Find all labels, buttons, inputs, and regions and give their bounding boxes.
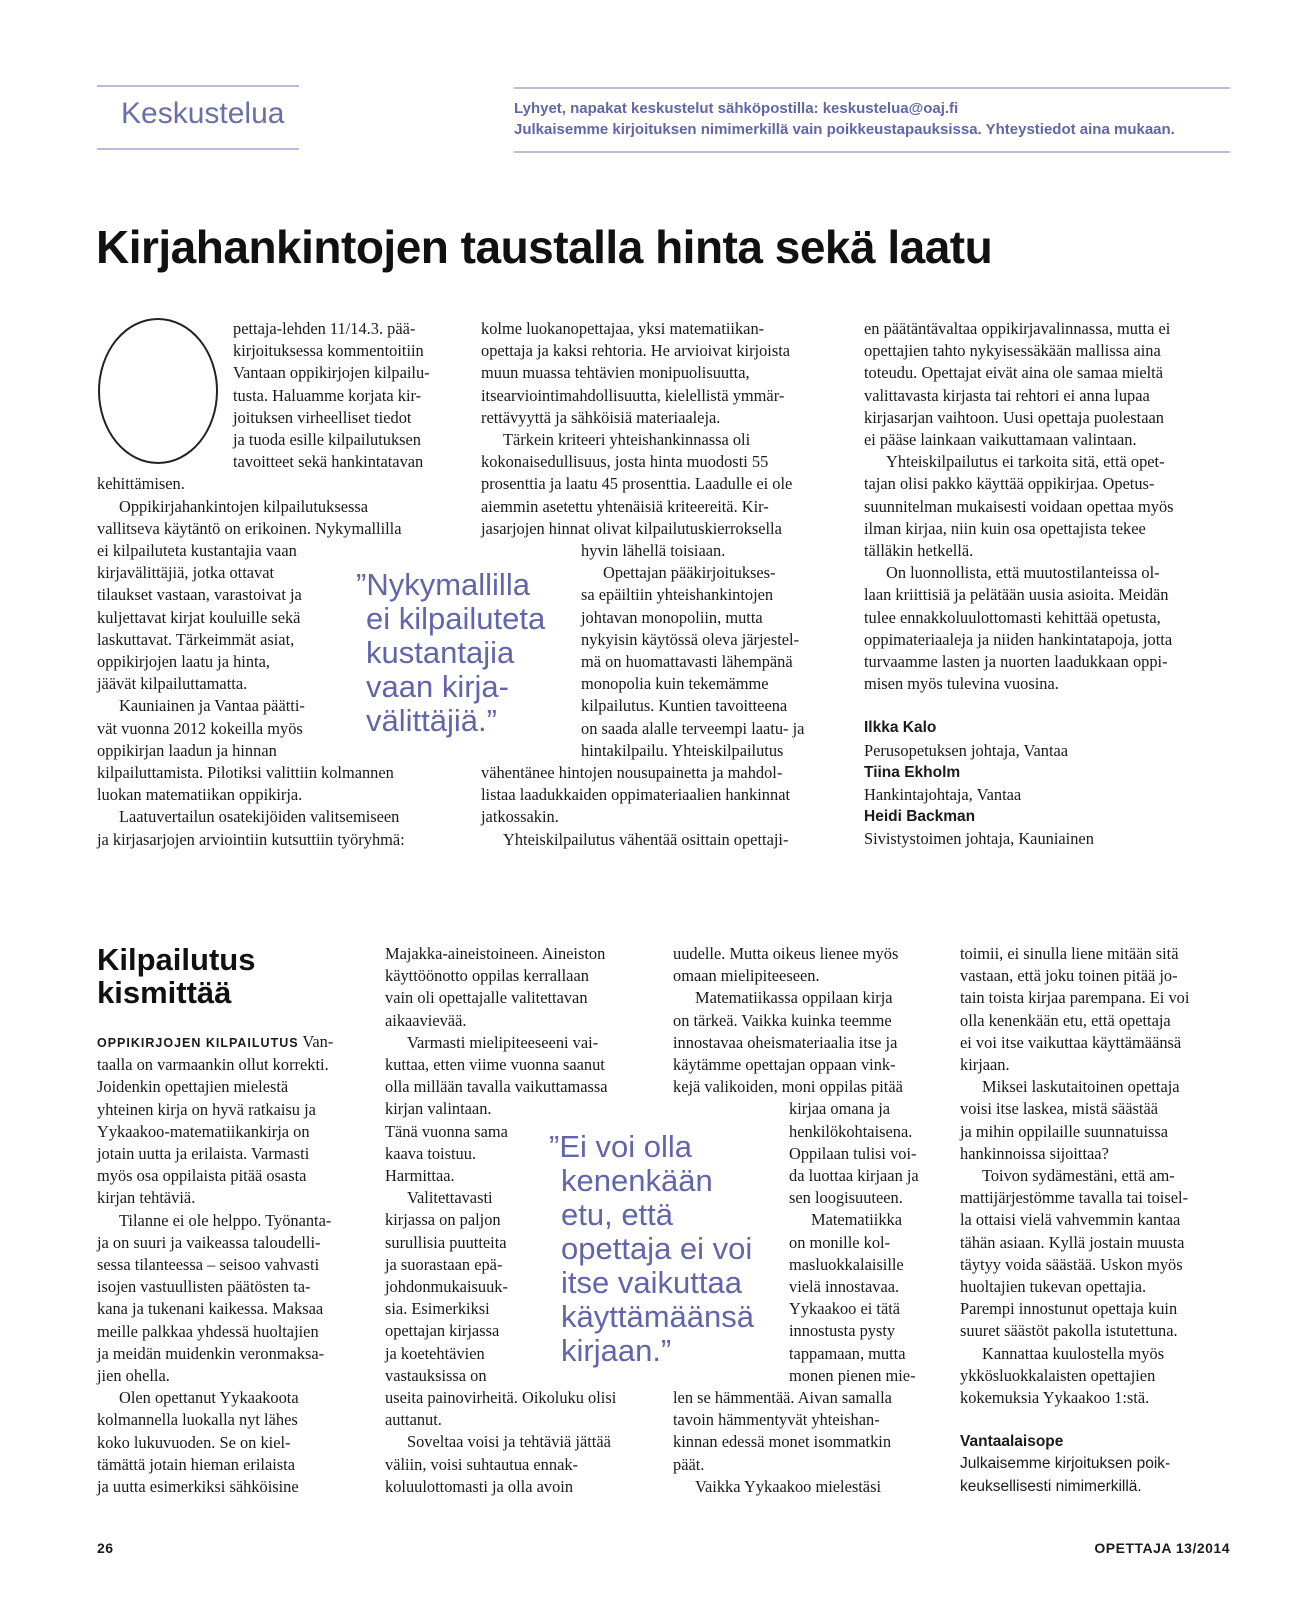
line: ja tuoda esille kilpailutuksen xyxy=(233,430,421,450)
pullquote-line: käyttämäänsä xyxy=(561,1299,754,1334)
header-rule-right-bottom xyxy=(514,151,1230,153)
article2-column-3 xyxy=(673,943,945,1498)
line: Tilanne ei ole helppo. Työnanta- xyxy=(119,1210,332,1230)
line: ja suorastaan epä- xyxy=(385,1254,503,1274)
signature-name: Tiina Ekholm xyxy=(864,763,961,781)
line: olla millään tavalla vaikuttamassa xyxy=(385,1077,608,1097)
line: jien ohella. xyxy=(97,1366,170,1386)
submission-info xyxy=(514,98,1230,140)
line: ei voi itse vaikuttaa käyttämäänsä xyxy=(960,1032,1182,1052)
line: tulee ennakkoluulottomasti kehittää opetusta, xyxy=(864,607,1161,627)
line: johdonmukaisuuk- xyxy=(385,1277,508,1297)
line: hankinnoissa sijoittaa? xyxy=(960,1143,1109,1163)
line: jäävät kilpailuttamatta. xyxy=(97,674,248,694)
line: yhteinen kirja on hyvä ratkaisu ja xyxy=(97,1099,316,1119)
line: Majakka-aineistoineen. Aineiston xyxy=(385,944,606,963)
signature-title: Hankintajohtaja, Vantaa xyxy=(864,785,1022,805)
line: kehittämisen. xyxy=(97,474,185,494)
line: Matematiikka xyxy=(811,1210,903,1230)
line: ja uutta esimerkiksi sähköisine xyxy=(97,1477,299,1497)
line: turvaamme lasten ja nuorten laadukkaan oppi- xyxy=(864,652,1168,672)
article2-headline xyxy=(97,943,255,1009)
line: Tärkein kriteeri yhteishankinnassa oli xyxy=(503,430,751,450)
line: prosenttia ja laatu 45 prosenttia. Laadulle ei ole xyxy=(481,474,793,494)
line: Parempi innostunut opettaja kuin xyxy=(960,1299,1178,1319)
line: surullisia puutteita xyxy=(385,1232,507,1252)
line: ilman kirjaa, niin kuin osa opettajista tekee xyxy=(864,518,1146,538)
line: laskuttavat. Tärkeimmät asiat, xyxy=(97,629,295,649)
line: Laatuvertailun osatekijöiden valitsemiseen xyxy=(119,807,400,827)
line: rettävyyttä ja sähköisiä materiaaleja. xyxy=(481,407,721,427)
line: kokonaisedullisuus, josta hinta muodosti 55 xyxy=(481,452,769,472)
line: Matematiikassa oppilaan kirja xyxy=(695,988,893,1008)
line: kirjoituksessa kommentoitiin xyxy=(233,341,424,361)
line: on saada alalle terveempi laatu- ja xyxy=(581,718,805,738)
signature-name: Heidi Backman xyxy=(864,808,976,826)
line: Kannattaa kuulostella myös xyxy=(982,1343,1165,1363)
line: tavoitteet sekä hankintatavan xyxy=(233,452,424,472)
line: tämättä jotain hieman erilaista xyxy=(97,1454,295,1474)
line: oppikirjojen laatu ja hinta, xyxy=(97,652,270,672)
line: on tärkeä. Vaikka kuinka teemme xyxy=(673,1010,892,1030)
kicker: OPPIKIRJOJEN KILPAILUTUS xyxy=(97,1036,299,1050)
line: Oppikirjahankintojen kilpailutuksessa xyxy=(119,496,369,516)
article2-column-1 xyxy=(97,1031,369,1498)
headline-line: Kilpailutus xyxy=(97,942,256,977)
line: omaan mielipiteeseen. xyxy=(673,966,820,986)
line: täytyy voida säästää. Uskon myös xyxy=(960,1254,1183,1274)
line: Olen opettanut Yykaakoota xyxy=(119,1388,299,1408)
line: väliin, voisi suhtautua ennak- xyxy=(385,1454,579,1474)
pullquote-line: kustantajia xyxy=(366,635,515,670)
header-rule-right-top xyxy=(514,87,1230,89)
line: Valitettavasti xyxy=(407,1188,493,1208)
line: koko lukuvuoden. Se on kiel- xyxy=(97,1432,291,1452)
line: johtavan monopoliin, mutta xyxy=(581,607,763,627)
line: On luonnollista, että muutostilanteissa ol- xyxy=(886,563,1160,583)
line: kokemuksia Yykaakoo 1:stä. xyxy=(960,1388,1150,1408)
line: kaava toistuu. xyxy=(385,1143,477,1163)
line: meille palkkaa yhdessä huoltajien xyxy=(97,1321,319,1341)
signature-name: Ilkka Kalo xyxy=(864,719,937,737)
pullquote-line: opettaja ei voi xyxy=(561,1231,753,1266)
line: en päätäntävaltaa oppikirjavalinnassa, mutta ei xyxy=(864,319,1171,338)
line: käytämme opettajan oppaan vink- xyxy=(673,1055,896,1075)
line: voisi itse laskea, mistä säästää xyxy=(960,1099,1159,1119)
line: on monille kol- xyxy=(789,1232,891,1252)
line: kuttaa, etten viime vuonna saanut xyxy=(385,1055,605,1075)
line: da luottaa kirjaan ja xyxy=(789,1166,919,1186)
line: la ottaisi vielä vahvemmin kantaa xyxy=(960,1210,1181,1230)
header-rule-left-top xyxy=(97,85,299,87)
line: Harmittaa. xyxy=(385,1166,455,1186)
line: monopolia kuin tekemämme xyxy=(581,674,769,694)
line: aikaavievää. xyxy=(385,1010,467,1030)
submission-email-line: Lyhyet, napakat keskustelut sähköpostilla: keskustelua@oaj.fi xyxy=(514,100,959,117)
line: tavoin hämmentyvät yhteishan- xyxy=(673,1410,880,1430)
line: Soveltaa voisi ja tehtäviä jättää xyxy=(407,1432,611,1452)
line: Miksei laskutaitoinen opettaja xyxy=(982,1077,1180,1097)
pullquote-line: ”Nykymallilla xyxy=(356,567,530,602)
line: Yhteiskilpailutus ei tarkoita sitä, että opet- xyxy=(886,452,1165,472)
signature-note: Julkaisemme kirjoituksen poik- xyxy=(960,1455,1171,1473)
line xyxy=(97,1031,369,1054)
line: jotain uutta ja erilaista. Varmasti xyxy=(97,1144,310,1164)
pullquote-line: ”Ei voi olla xyxy=(549,1129,692,1164)
article-headline: Kirjahankintojen taustalla hinta sekä laatu xyxy=(96,221,993,273)
line: tusta. Haluamme korjata kir- xyxy=(233,385,422,405)
line: hyvin lähellä toisiaan. xyxy=(581,541,726,561)
line: masluokkalaisille xyxy=(789,1254,904,1274)
line: taalla on varmaankin ollut korrekti. xyxy=(97,1055,329,1075)
line: käyttöönotto oppilas kerrallaan xyxy=(385,966,589,986)
line: tähän asiaan. Kyllä jostain muusta xyxy=(960,1232,1185,1252)
line: hintakilpailu. Yhteiskilpailutus xyxy=(581,740,784,760)
line: ja on suuri ja vaikeassa taloudelli- xyxy=(97,1232,321,1252)
line: isojen vastuullisten päätösten ta- xyxy=(97,1277,311,1297)
line: toteudu. Opettajat eivät aina ole samaa mieltä xyxy=(864,363,1164,383)
header-rule-left-bottom xyxy=(97,148,299,150)
line: suunnitelman mukaisesti voidaan opettaa myös xyxy=(864,496,1174,516)
line: vallitseva käytäntö on erikoinen. Nykymallilla xyxy=(97,518,402,538)
line: Toivon sydämestäni, että am- xyxy=(982,1166,1175,1186)
line: sessa tilanteessa – seisoo vahvasti xyxy=(97,1255,320,1275)
line: laan kriittisiä ja pelätään uusia asioita. Meidän xyxy=(864,585,1169,605)
line: kilpailutus. Kuntien tavoitteena xyxy=(581,696,788,716)
line: Tänä vuonna sama xyxy=(385,1121,508,1141)
page-number: 26 xyxy=(97,1540,114,1556)
line: Vantaan oppikirjojen kilpailu- xyxy=(233,363,430,383)
headline-line: kismittää xyxy=(97,975,232,1010)
line: ykkösluokkalaisten opettajien xyxy=(960,1365,1156,1385)
line: kejä valikoiden, moni oppilas pitää xyxy=(673,1077,903,1097)
line: Vaikka Yykaakoo mielestäsi xyxy=(695,1476,882,1496)
line: sen loogisuuteen. xyxy=(789,1188,903,1208)
article1-column-2 xyxy=(481,318,841,851)
line: mattijärjestömme tavalla tai toisel- xyxy=(960,1188,1189,1208)
line: ja mihin oppilaille suunnatuissa xyxy=(960,1121,1169,1141)
line: ja koetehtävien xyxy=(385,1343,485,1363)
line: Yykaakoo-matematiikankirja on xyxy=(97,1121,310,1141)
line: tajan olisi pakko käyttää oppikirjaa. Opetus- xyxy=(864,474,1155,494)
line: kuljettavat kirjat kouluille sekä xyxy=(97,607,301,627)
pullquote-line: vaan kirja- xyxy=(366,669,509,704)
line: henkilökohtaisena. xyxy=(789,1121,913,1141)
pullquote-line: kirjaan.” xyxy=(561,1333,672,1368)
line: koluulottomasti ja olla avoin xyxy=(385,1476,574,1496)
line: luokan matematiikan oppikirja. xyxy=(97,785,303,805)
line: toimii, ei sinulla liene mitään sitä xyxy=(960,944,1179,963)
signature-title: Sivistystoimen johtaja, Kauniainen xyxy=(864,829,1094,849)
article1-column-3 xyxy=(864,318,1234,851)
signature-title: Perusopetuksen johtaja, Vantaa xyxy=(864,740,1069,760)
line: listaa laadukkaiden oppimateriaalien hankinnat xyxy=(481,785,791,805)
line: kirjan tehtäviä. xyxy=(97,1188,196,1208)
line: ja kirjasarjojen arviointiin kutsuttiin työryhmä: xyxy=(97,829,405,849)
line: Joidenkin opettajien mielestä xyxy=(97,1077,289,1097)
line: opettaja ja kaksi rehtoria. He arvioivat kirjoista xyxy=(481,341,791,361)
line: valittavasta kirjasta tai rehtori ei anna lupaa xyxy=(864,385,1150,405)
submission-policy-line: Julkaisemme kirjoituksen nimimerkillä vain poikkeustapauksissa. Yhteystiedot aina mukaan. xyxy=(514,121,1175,138)
line: kirjassa on paljon xyxy=(385,1210,501,1230)
line: tappamaan, mutta xyxy=(789,1343,906,1363)
line: kolmannella luokalla nyt lähes xyxy=(97,1410,298,1430)
line: aiemmin asetettu yhtenäisiä kriteereitä. Kir- xyxy=(481,496,769,516)
line: muun muassa tehtävien monipuolisuutta, xyxy=(481,363,750,383)
line: vähentänee hintojen nousupainetta ja mahdol- xyxy=(481,763,783,783)
line: kirjavälittäjiä, jotka ottavat xyxy=(97,563,275,583)
line: auttanut. xyxy=(385,1410,442,1430)
pullquote-line: etu, että xyxy=(561,1197,674,1232)
line: Varmasti mielipiteeseeni vai- xyxy=(407,1032,599,1052)
line: opettajan kirjassa xyxy=(385,1321,500,1341)
line: huoltajien tukevan opettajia. xyxy=(960,1277,1147,1297)
line: tilaukset vastaan, varastoivat ja xyxy=(97,585,302,605)
line: Oppilaan tulisi voi- xyxy=(789,1143,917,1163)
line: joituksen virheelliset tiedot xyxy=(233,407,412,427)
line: jasarjojen hinnat olivat kilpailutuskierroksella xyxy=(481,518,782,538)
line: vastauksissa on xyxy=(385,1365,487,1385)
line: päät. xyxy=(673,1454,705,1474)
line: myös osa oppilaista pitää osasta xyxy=(97,1166,307,1186)
pullquote-line: ei kilpailuteta xyxy=(366,601,546,636)
line: tälläkin hetkellä. xyxy=(864,541,974,561)
line: tain toista kirjaa parempana. Ei voi xyxy=(960,988,1190,1008)
line: jatkossakin. xyxy=(481,807,559,827)
signature-name: Vantaalaisope xyxy=(960,1433,1064,1451)
line: innostavaa oheismateriaalia itse ja xyxy=(673,1032,898,1052)
line: kinnan edessä monet isommatkin xyxy=(673,1432,892,1452)
line: useita painovirheitä. Oikoluku olisi xyxy=(385,1388,617,1408)
line: Kauniainen ja Vantaa päätti- xyxy=(119,696,305,716)
line: suuret säästöt pakolla istutettuna. xyxy=(960,1321,1178,1341)
line: kana ja tukenani kaikessa. Maksaa xyxy=(97,1299,324,1319)
line: olla kenenkään etu, että opettaja xyxy=(960,1010,1171,1030)
line: oppimateriaaleja ja niiden hankintatapoja, jotta xyxy=(864,629,1173,649)
line: kirjan valintaan. xyxy=(385,1099,492,1119)
line: uudelle. Mutta oikeus lienee myös xyxy=(673,944,899,963)
line: vät vuonna 2012 kokeilla myös xyxy=(97,718,303,738)
line: nykyisin käytössä oleva järjestel- xyxy=(581,629,800,649)
line: sia. Esimerkiksi xyxy=(385,1299,490,1319)
line: pettaja-lehden 11/14.3. pää- xyxy=(233,319,416,338)
pullquote-line: kenenkään xyxy=(561,1163,713,1198)
line: oppikirjan laadun ja hinnan xyxy=(97,740,277,760)
line: monen pienen mie- xyxy=(789,1365,916,1385)
article2-column-4 xyxy=(960,943,1232,1498)
line: Yhteiskilpailutus vähentää osittain opettaji- xyxy=(503,829,789,849)
line: vastaan, että joku toinen pitää jo- xyxy=(960,966,1178,986)
line: kirjaan. xyxy=(960,1055,1010,1075)
pullquote-line: välittäjiä.” xyxy=(366,703,497,738)
line: kilpailuttamista. Pilotiksi valittiin kolmannen xyxy=(97,763,394,783)
line: len se hämmentää. Aivan samalla xyxy=(673,1388,892,1408)
line: ei pääse lainkaan vaikuttamaan valintaan. xyxy=(864,430,1137,450)
line: Opettajan pääkirjoitukses- xyxy=(603,563,776,583)
section-label: Keskustelua xyxy=(121,97,285,130)
line: kirjasarjan vaihtoon. Uusi opettaja puolestaan xyxy=(864,407,1164,427)
line: ja meidän muidenkin veronmaksa- xyxy=(97,1343,325,1363)
line: ei kilpailuteta kustantajia vaan xyxy=(97,541,297,561)
line: itsearviointimahdollisuutta, kielellistä ymmär- xyxy=(481,385,785,405)
line: innostusta pysty xyxy=(789,1321,896,1341)
line: opettajien tahto nykyisessäkään mallissa aina xyxy=(864,341,1161,361)
publication-issue: OPETTAJA 13/2014 xyxy=(1094,1540,1230,1556)
line: vielä innostavaa. xyxy=(789,1277,900,1297)
line: kirjaa omana ja xyxy=(789,1099,891,1119)
line: mä on huomattavasti lähempänä xyxy=(581,652,793,672)
line: Yykaakoo ei tätä xyxy=(789,1299,901,1319)
pullquote-line: itse vaikuttaa xyxy=(561,1265,742,1300)
line: kolme luokanopettajaa, yksi matematiikan- xyxy=(481,319,765,338)
line: vain oli opettajalle valitettavan xyxy=(385,988,588,1008)
line: sa epäiltiin yhteishankintojen xyxy=(581,585,774,605)
signature-note: keuksellisesti nimimerkillä. xyxy=(960,1477,1142,1495)
line: misen myös tulevina vuosina. xyxy=(864,674,1059,694)
kicker-tail: Van- xyxy=(302,1032,334,1051)
